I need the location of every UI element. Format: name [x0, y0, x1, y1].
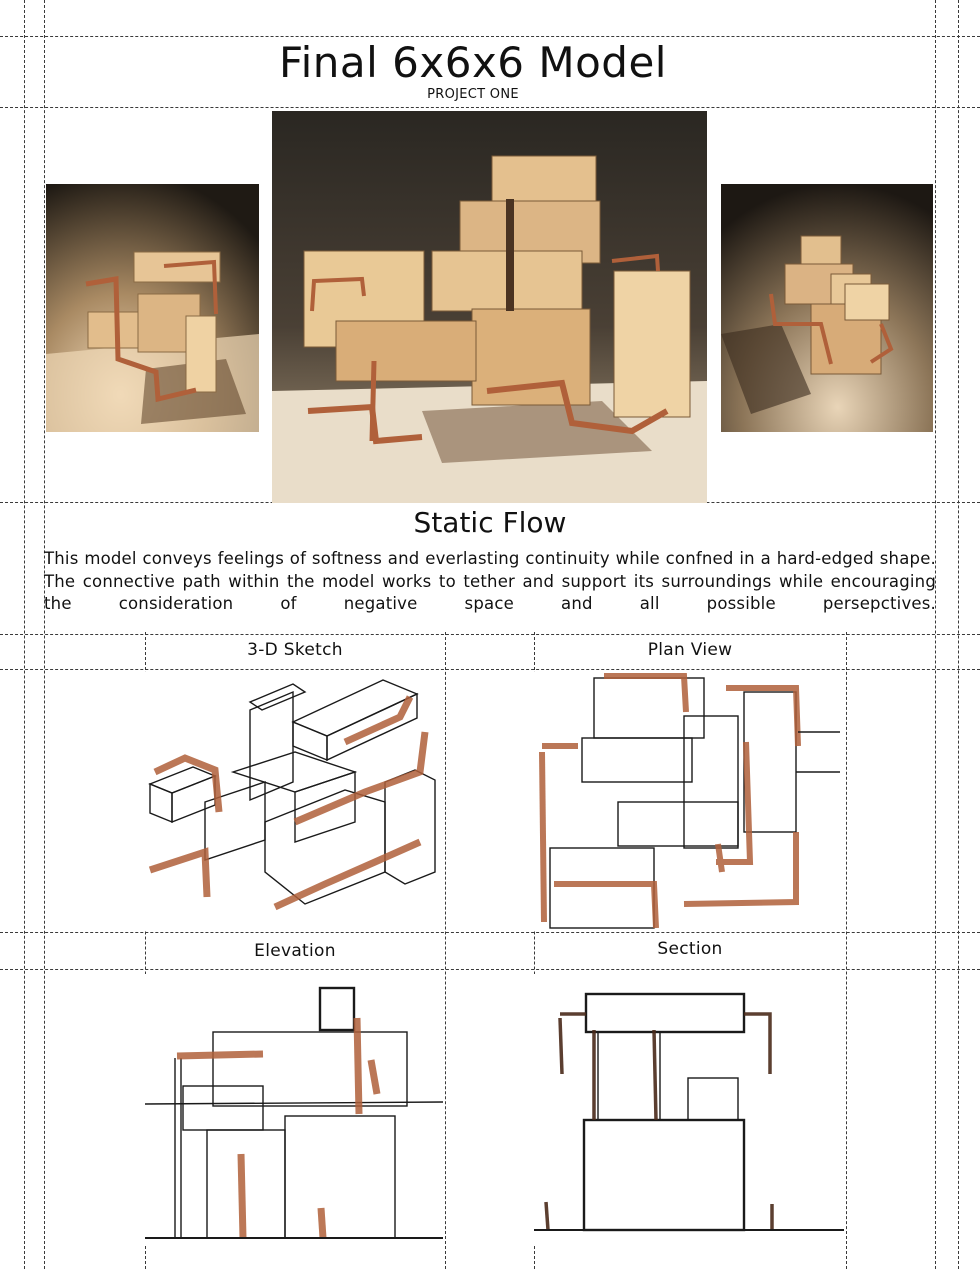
page-title: Final 6x6x6 Model — [279, 38, 667, 87]
project-description: This model conveys feelings of softness and everlasting continuity while confned in a hard-edged shape. The connective path within the model works to tether and support its surroundings while encouraging the consideration of negative space and all possible persepctives. — [44, 549, 936, 613]
guide-line-h5 — [0, 669, 980, 670]
guide-line-v8 — [846, 632, 847, 1269]
elevation-drawing — [145, 974, 443, 1244]
plan-view-drawing — [534, 672, 844, 930]
guide-line-v4 — [958, 0, 959, 1269]
section-heading: Static Flow — [413, 506, 567, 539]
model-photo-left — [46, 184, 259, 432]
sketch-label: 3-D Sketch — [247, 640, 343, 660]
model-photo-center — [272, 111, 707, 503]
section-label: Section — [657, 939, 723, 959]
guide-line-h1 — [0, 36, 980, 37]
guide-line-h6 — [0, 932, 980, 933]
guide-line-v1 — [24, 0, 25, 1269]
model-photo-right — [721, 184, 933, 432]
guide-line-h4 — [0, 634, 980, 635]
guide-line-h7 — [0, 969, 980, 970]
section-drawing — [534, 974, 844, 1244]
elevation-label: Elevation — [254, 941, 336, 961]
guide-line-h2 — [0, 107, 980, 108]
page-subtitle: PROJECT ONE — [427, 87, 519, 102]
guide-line-v3 — [935, 0, 936, 1269]
guide-line-v6 — [445, 632, 446, 1269]
guide-line-v2 — [44, 0, 45, 1269]
sketch-3d-drawing — [145, 672, 443, 930]
plan-label: Plan View — [647, 640, 733, 660]
